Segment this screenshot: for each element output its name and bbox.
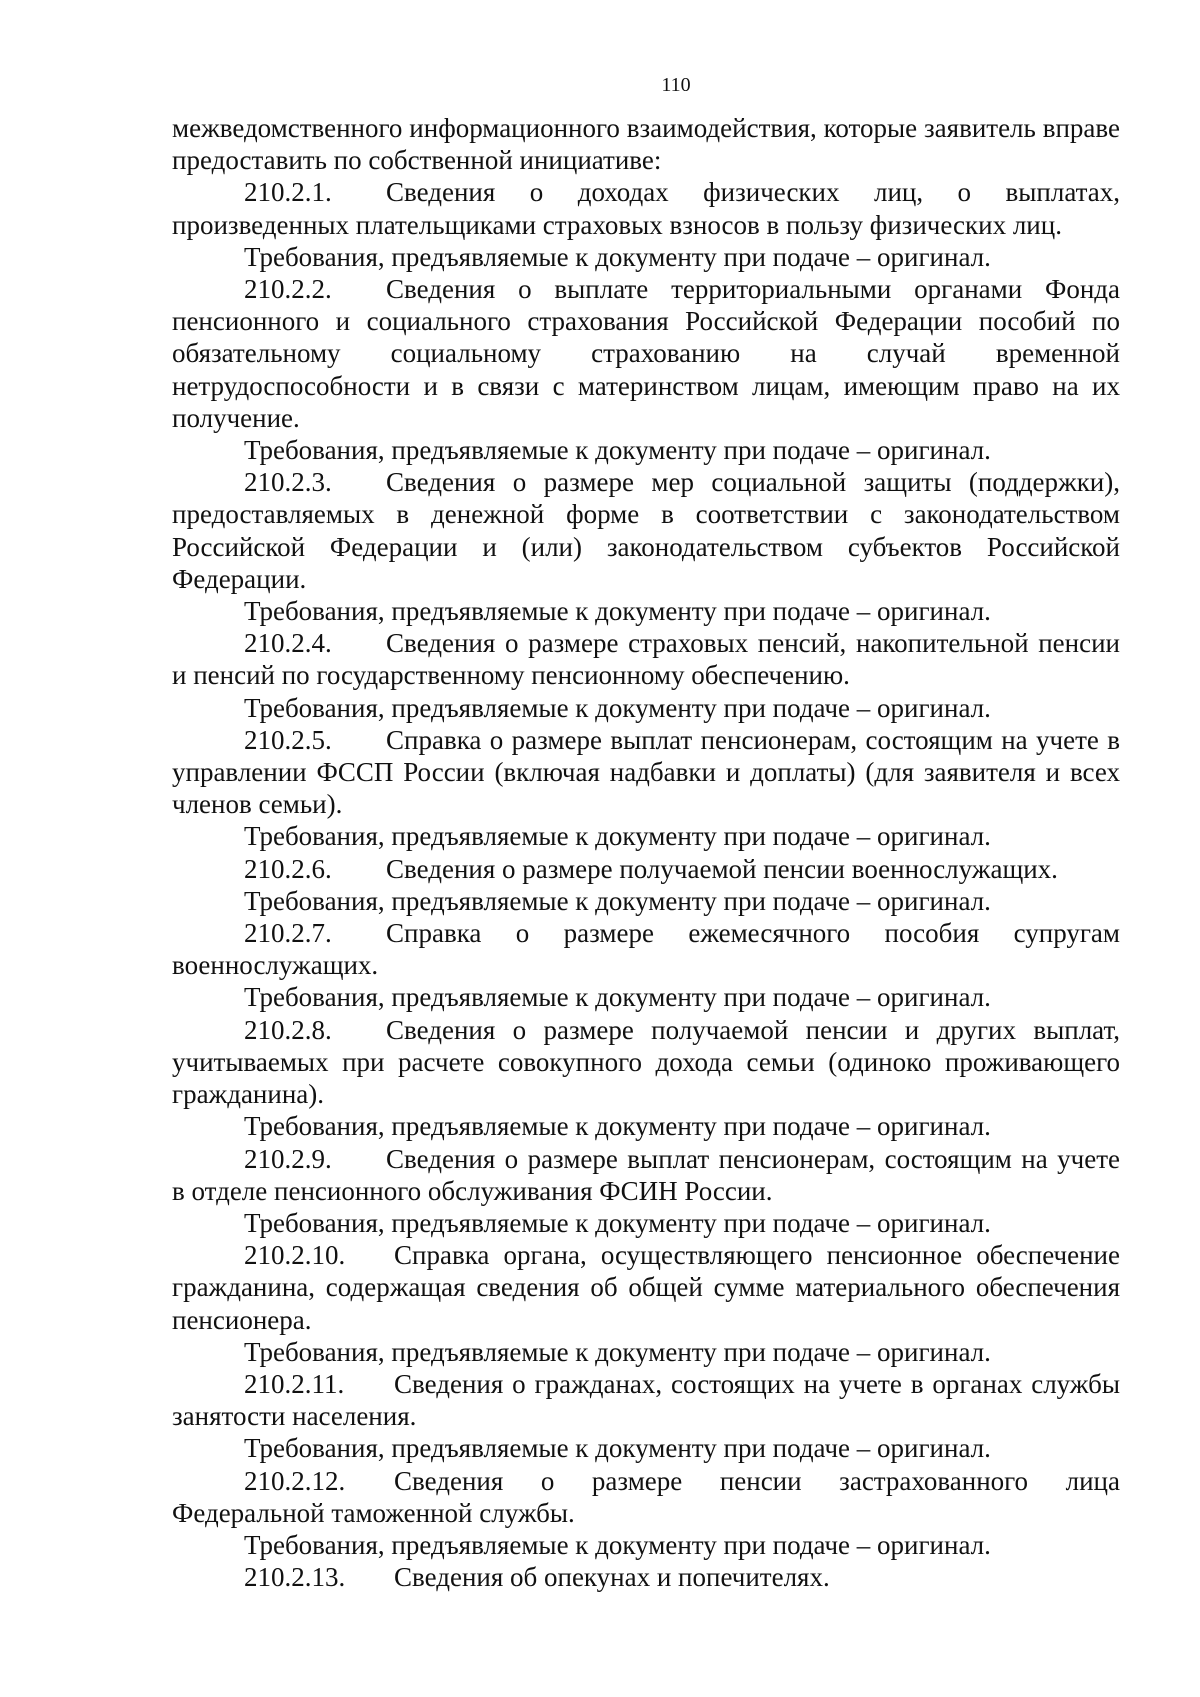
requirement-line: Требования, предъявляемые к документу при подаче – оригинал. — [244, 241, 991, 272]
item-number: 210.2.7. — [244, 918, 332, 949]
item-text: Сведения о размере пенсии застрахованного лица Федеральной таможенной службы. — [172, 1465, 1120, 1528]
requirement-line: Требования, предъявляемые к документу при подаче – оригинал. — [244, 885, 991, 916]
item-210-2-6 — [172, 853, 1120, 885]
item-text: Справка о размере ежемесячного пособия супругам военнослужащих. — [172, 918, 1120, 981]
item-number: 210.2.2. — [244, 274, 332, 305]
requirement-line: Требования, предъявляемые к документу при подаче – оригинал. — [244, 821, 991, 852]
requirement-line: Требования, предъявляемые к документу при подаче – оригинал. — [244, 1529, 991, 1560]
item-number: 210.2.9. — [244, 1143, 332, 1174]
item-number: 210.2.13. — [244, 1562, 346, 1593]
requirement-line: Требования, предъявляемые к документу при подаче – оригинал. — [244, 596, 991, 627]
requirement-line: Требования, предъявляемые к документу при подаче – оригинал. — [244, 982, 991, 1013]
item-text: Сведения о доходах физических лиц, о выплатах, произведенных плательщиками страховых взносов в пользу физических лиц. — [172, 177, 1120, 240]
item-text: Справка о размере выплат пенсионерам, состоящим на учете в управлении ФССП России (включая надбавки и доплаты) (для заявителя и всех членов семьи). — [172, 724, 1120, 820]
requirement-line: Требования, предъявляемые к документу при подаче – оригинал. — [244, 1336, 991, 1367]
item-text: Сведения о размере выплат пенсионерам, состоящим на учете в отделе пенсионного обслуживания ФСИН России. — [172, 1143, 1120, 1206]
requirement-line: Требования, предъявляемые к документу при подаче – оригинал. — [244, 1111, 991, 1142]
item-number: 210.2.6. — [244, 853, 332, 884]
requirement-line: Требования, предъявляемые к документу при подаче – оригинал. — [244, 1207, 991, 1238]
item-text: Сведения об опекунах и попечителях. — [394, 1562, 830, 1593]
requirement-line: Требования, предъявляемые к документу при подаче – оригинал. — [244, 1433, 991, 1464]
item-text: Сведения о размере страховых пенсий, накопительной пенсии и пенсий по государственному пенсионному обеспечению. — [172, 628, 1120, 691]
item-text: Сведения о размере мер социальной защиты (поддержки), предоставляемых в денежной форме в соответствии с законодательством Российской Федерации и (или) законодательством субъектов Российской Федерации. — [172, 467, 1120, 594]
requirement-line: Требования, предъявляемые к документу при подаче – оригинал. — [244, 692, 991, 723]
item-210-2-12 — [172, 1465, 1120, 1529]
item-210-2-10 — [172, 1239, 1120, 1336]
intro-paragraph: межведомственного информационного взаимодействия, которые заявитель вправе предоставить по собственной инициативе: — [172, 113, 1120, 176]
item-210-2-1 — [172, 176, 1120, 240]
item-210-2-5 — [172, 724, 1120, 821]
item-210-2-7 — [172, 917, 1120, 981]
item-210-2-13 — [172, 1561, 1120, 1593]
item-210-2-3 — [172, 466, 1120, 595]
item-number: 210.2.11. — [244, 1368, 345, 1399]
document-body — [172, 112, 1120, 1593]
item-number: 210.2.1. — [244, 177, 332, 208]
item-210-2-4 — [172, 627, 1120, 691]
item-text: Справка органа, осуществляющего пенсионное обеспечение гражданина, содержащая сведения об общей сумме материального обеспечения пенсионера. — [172, 1240, 1120, 1335]
item-text: Сведения о выплате территориальными органами Фонда пенсионного и социального страхования Российской Федерации пособий по обязательному социальному страхованию на случай временной нетрудоспособности и в связи с материнством лицам, имеющим право на их получение. — [172, 274, 1120, 433]
requirement-line: Требования, предъявляемые к документу при подаче – оригинал. — [244, 435, 991, 466]
item-210-2-8 — [172, 1014, 1120, 1111]
item-number: 210.2.8. — [244, 1014, 332, 1045]
item-text: Сведения о размере получаемой пенсии военнослужащих. — [386, 853, 1058, 884]
item-number: 210.2.5. — [244, 724, 332, 755]
item-210-2-11 — [172, 1368, 1120, 1432]
item-text: Сведения о размере получаемой пенсии и других выплат, учитываемых при расчете совокупного дохода семьи (одиноко проживающего гражданина). — [172, 1014, 1120, 1110]
item-number: 210.2.4. — [244, 628, 332, 659]
item-210-2-2 — [172, 273, 1120, 434]
item-text: Сведения о гражданах, состоящих на учете в органах службы занятости населения. — [172, 1368, 1120, 1432]
item-number: 210.2.3. — [244, 467, 332, 498]
item-210-2-9 — [172, 1143, 1120, 1207]
item-number: 210.2.10. — [244, 1240, 346, 1271]
item-number: 210.2.12. — [244, 1465, 346, 1496]
page-number: 110 — [661, 74, 691, 96]
